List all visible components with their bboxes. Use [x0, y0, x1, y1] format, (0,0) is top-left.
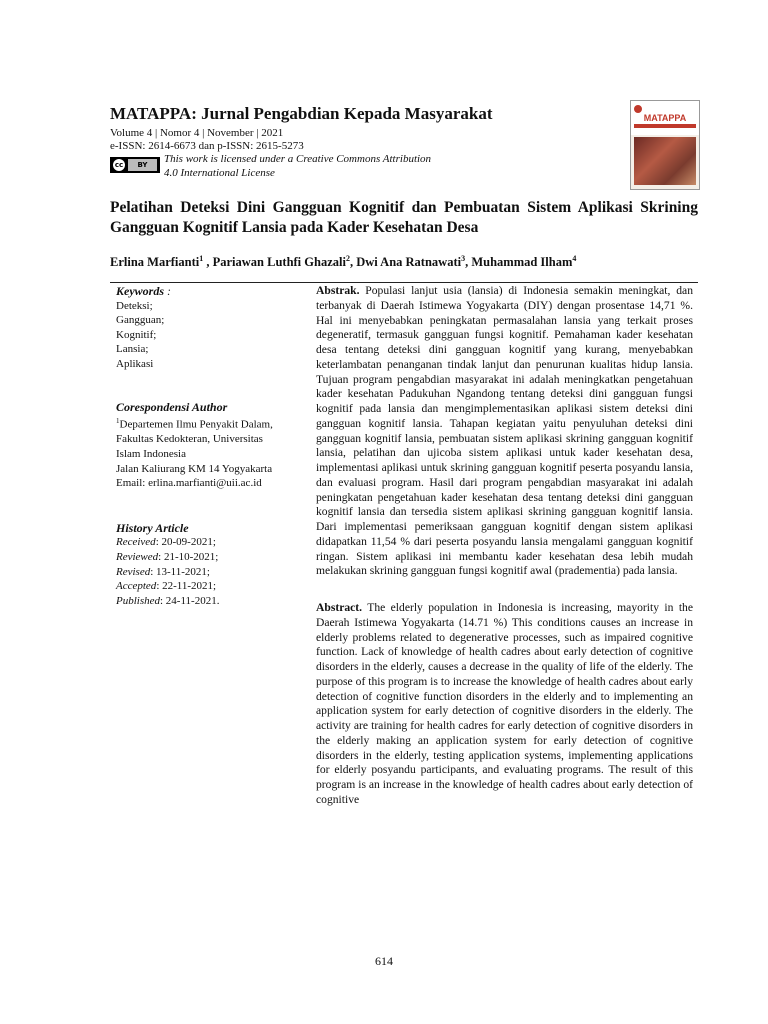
author-affiliation-sup: 3: [461, 254, 466, 263]
abstract-label: Abstract.: [316, 601, 363, 614]
keyword-item: Gangguan;: [116, 314, 165, 327]
history-list: [116, 535, 306, 608]
journal-cover-thumbnail: [630, 100, 700, 190]
correspondence-email[interactable]: Email: erlina.marfianti@uii.ac.id: [116, 477, 262, 490]
page-number: 614: [375, 954, 393, 968]
abstract-text: Populasi lanjut usia (lansia) di Indonesia semakin meningkat, dan terbanyak di Daerah Istimewa Yogyakarta (DIY) dengan prosentase 14,71 %. Hal ini menyebabkan peningkatan permasalahan lansia yang terkait proses degeneratif, termasuk gangguan fungsi kognitif. Pemahaman kader kesehatan desa tentang deteksi dini gangguan kognitif yang kurang, menyebabkan keterlambatan penanganan tindak lanjut dan penurunan kualitas hidup lansia. Tujuan program pengabdian masyarakat ini adalah meningkatkan pengetahuan kader kesehatan Padukuhan Ngandong tentang deteksi dini gangguan fungsi kognitif pada lansia dan mengimplementasikan aplikasi sistem deteksi dini gangguan kognitif lansia. Tahapan kegiatan yaitu penyuluhan deteksi dini gangguan kognitif lansia, pembuatan sistem aplikasi skrining gangguan kognitif lansia, pelatihan dan ujicoba sistem aplikasi untuk kader kesehatan desa, implementasi aplikasi untuk skrining gangguan kognitif peserta posyandu lansia, dan evaluasi program. Hasil dari program pengabdian masyarakat ini adalah peningkatan pengetahuan kader kesehatan desa tentang deteksi dini gangguan kognitif lansia dan tersedia sistem aplikasi skrining gangguan kognitif lansia. Dari implementasi pemeriksaan gangguan kognitif dengan sistem aplikasi didapatkan 11,54 % dari peserta posyandu lansia mengalami gangguan kognitif ringan. Sistem aplikasi ini membantu kader kesehatan desa lebih mudah melakukan skrining gangguan fungsi kognitif awal (pradementia) pada lansia.: [316, 284, 693, 578]
cc-icon: cc: [114, 161, 124, 169]
journal-title: MATAPPA: Jurnal Pengabdian Kepada Masyarakat: [110, 104, 493, 123]
author-affiliation-sup: 4: [572, 254, 577, 263]
correspondence-line: $^1$Departemen Ilmu Penyakit Dalam,: [116, 417, 273, 431]
history-heading: History Article: [116, 520, 189, 535]
article-title: Pelatihan Deteksi Dini Gangguan Kognitif dan Pembuatan Sistem Aplikasi Skrining Gangguan Kognitif Lansia pada Kader Kesehatan Desa: [110, 199, 698, 236]
article-sidebar: [116, 284, 306, 608]
correspondence-line: Islam Indonesia: [116, 448, 186, 460]
university-seal-icon: [634, 105, 642, 113]
abstract-label: Abstrak.: [316, 284, 360, 297]
author-separator: ,: [349, 255, 357, 270]
author-affiliation-sup: 2: [345, 254, 350, 263]
history-item: Accepted: 22-11-2021;: [116, 580, 217, 593]
history-item: Revised: 13-11-2021;: [116, 565, 210, 578]
correspondence-block: [116, 414, 306, 491]
cover-brand: MATAPPA: [643, 113, 687, 123]
keywords-heading: Keywords :: [116, 284, 171, 298]
history-item: Received: 20-09-2021;: [116, 536, 216, 549]
divider: [110, 282, 698, 283]
author-separator: ,: [465, 255, 472, 270]
license-line-1[interactable]: This work is licensed under a Creative Commons Attribution: [164, 153, 432, 165]
author-affiliation-sup: 1: [199, 254, 204, 263]
author-list: [110, 254, 576, 270]
author-name: Muhammad Ilham: [471, 255, 573, 270]
correspondence-line: Fakultas Kedokteran, Universitas: [116, 433, 263, 446]
cc-by-license-badge[interactable]: [110, 157, 160, 173]
journal-header: [110, 100, 700, 190]
correspondence-heading: Corespondensi Author: [116, 399, 228, 414]
author-name: Dwi Ana Ratnawati: [356, 255, 462, 270]
abstract-indonesian: [316, 284, 693, 579]
history-item: Published: 24-11-2021.: [116, 594, 220, 607]
abstract-text: The elderly population in Indonesia is increasing, mayority in the Daerah Istimewa Yogyakarta (14.71 %) This conditions causes an increase in elderly problems related to degenerative processes, such as impaired cognitive function. Lack of knowledge of health cadres about early detection of cognitive disorders in the elderly, causes a decrease in the quality of life of the elderly. The purpose of this program is to increase the knowledge of health cadres about early detection of cognitive function disorders in the elderly and to implementing an application system for early detection of cognitive disorders in the elderly. The activity are training for health cadres for early detection of cognitive disorders in the elderly making an application system for early detection of cognitive disorders in the elderly, testing application systems, implementing applications for elderly posyandu participants, and evaluating programs. The result of this program is an increase in the knowledge of health cadres about early detection of cognitive: [316, 601, 693, 806]
keyword-item: Lansia;: [116, 343, 149, 356]
author-separator: ,: [203, 255, 213, 270]
abstract-column: [316, 284, 693, 808]
keyword-item: Kognitif;: [116, 328, 157, 341]
keyword-item: Aplikasi: [116, 357, 154, 370]
history-item: Reviewed: 21-10-2021;: [116, 550, 219, 563]
cover-photo: [634, 137, 696, 185]
author-name: Erlina Marfianti: [110, 255, 200, 270]
by-icon: BY: [128, 159, 157, 171]
volume-line: Volume 4 | Nomor 4 | November | 2021: [110, 127, 284, 139]
license-line-2[interactable]: 4.0 International License: [164, 167, 275, 179]
author-name: Pariawan Luthfi Ghazali: [212, 255, 346, 270]
correspondence-line: Jalan Kaliurang KM 14 Yogyakarta: [116, 462, 273, 475]
keywords-list: [116, 299, 306, 372]
issn-line: e-ISSN: 2614-6673 dan p-ISSN: 2615-5273: [110, 140, 304, 152]
abstract-english: [316, 601, 693, 808]
keyword-item: Deteksi;: [116, 299, 153, 312]
